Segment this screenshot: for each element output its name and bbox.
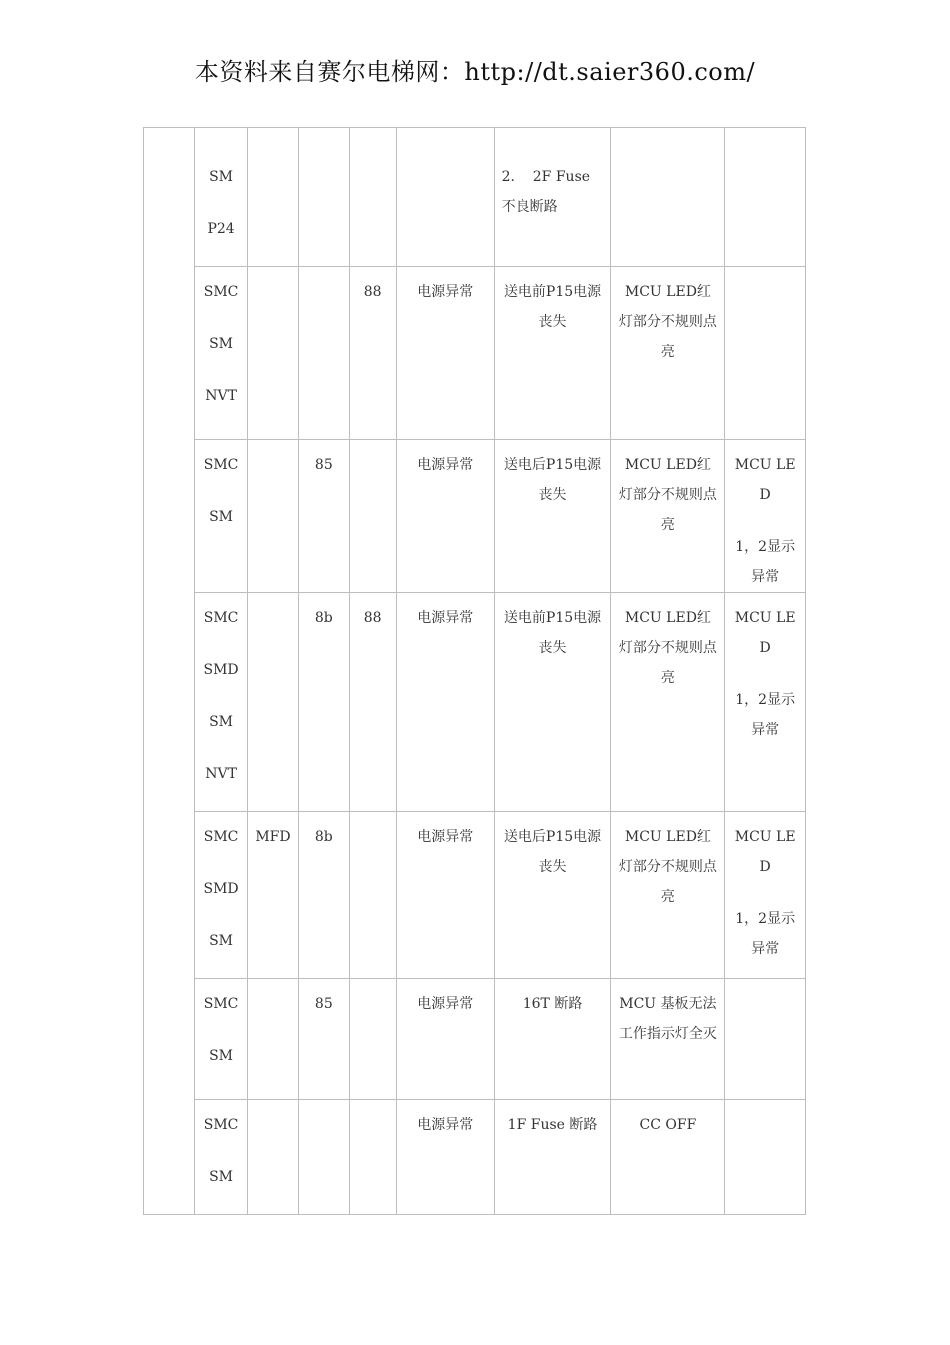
table-row — [144, 267, 806, 440]
system-tag: SM — [209, 933, 234, 949]
remark-cell — [725, 1100, 806, 1215]
code-cell: 85 — [299, 979, 349, 1100]
table-row — [144, 128, 806, 267]
code-cell — [349, 128, 396, 267]
system-tags-cell — [195, 1100, 247, 1215]
symptom-cell: MCU LED红灯部分不规则点亮 — [611, 440, 725, 593]
remark-cell — [725, 128, 806, 267]
category-cell: 电源异常 — [396, 812, 494, 979]
code-cell — [349, 979, 396, 1100]
remark-cell — [725, 267, 806, 440]
system-tags-cell — [195, 812, 247, 979]
code-cell — [349, 812, 396, 979]
symptom-cell: MCU 基板无法工作指示灯全灭 — [611, 979, 725, 1100]
symptom-cell: MCU LED红灯部分不规则点亮 — [611, 593, 725, 812]
code-cell — [299, 1100, 349, 1215]
mfd-cell — [247, 128, 298, 267]
system-tag: SM — [209, 714, 234, 730]
system-tag: SM — [209, 1169, 234, 1185]
table-row — [144, 1100, 806, 1215]
category-cell: 电源异常 — [396, 1100, 494, 1215]
code-cell: 85 — [299, 440, 349, 593]
table-row — [144, 593, 806, 812]
mfd-cell — [247, 979, 298, 1100]
system-tags-cell — [195, 128, 247, 267]
system-tag: SMD — [203, 881, 239, 897]
remark-line: MCU LED — [734, 829, 796, 875]
symptom-cell: MCU LED红灯部分不规则点亮 — [611, 812, 725, 979]
system-tag: SMD — [203, 662, 239, 678]
system-tag: SMC — [203, 829, 239, 845]
mfd-cell — [247, 267, 298, 440]
merged-first-column-cell — [144, 128, 195, 1215]
symptom-cell — [611, 128, 725, 267]
symptom-cell: CC OFF — [611, 1100, 725, 1215]
system-tag: SM — [209, 169, 234, 185]
code-cell — [299, 267, 349, 440]
mfd-cell — [247, 593, 298, 812]
table-row — [144, 440, 806, 593]
cause-cell: 1F Fuse 断路 — [494, 1100, 611, 1215]
code-cell: 8b — [299, 812, 349, 979]
code-cell — [349, 440, 396, 593]
category-cell — [396, 128, 494, 267]
remark-line: MCU LED — [734, 610, 796, 656]
code-cell: 88 — [349, 593, 396, 812]
remark-cell — [725, 812, 806, 979]
mfd-cell: MFD — [247, 812, 298, 979]
cause-number: 2. 2F Fuse 不良断路 — [501, 169, 591, 215]
system-tag: SMC — [203, 1117, 239, 1133]
category-cell: 电源异常 — [396, 979, 494, 1100]
system-tag: SM — [209, 1048, 234, 1064]
system-tags-cell — [195, 267, 247, 440]
cause-cell — [494, 128, 611, 267]
cause-cell: 送电后P15电源丧失 — [494, 812, 611, 979]
page-header-source: 本资料来自赛尔电梯网：http://dt.saier360.com/ — [194, 58, 756, 86]
system-tags-cell — [195, 979, 247, 1100]
code-cell: 88 — [349, 267, 396, 440]
code-cell — [349, 1100, 396, 1215]
fault-table — [143, 127, 806, 1215]
remark-line: 1，2显示异常 — [735, 692, 796, 738]
table-row — [144, 979, 806, 1100]
cause-cell: 送电前P15电源丧失 — [494, 593, 611, 812]
system-tag: SM — [209, 336, 234, 352]
system-tag: SMC — [203, 457, 239, 473]
remark-cell — [725, 440, 806, 593]
code-cell: 8b — [299, 593, 349, 812]
remark-line: MCU LED — [734, 457, 796, 503]
cause-cell: 送电后P15电源丧失 — [494, 440, 611, 593]
system-tags-cell — [195, 593, 247, 812]
cause-cell: 16T 断路 — [494, 979, 611, 1100]
category-cell: 电源异常 — [396, 593, 494, 812]
system-tag: SMC — [203, 610, 239, 626]
category-cell: 电源异常 — [396, 440, 494, 593]
system-tag: SMC — [203, 996, 239, 1012]
mfd-cell — [247, 440, 298, 593]
system-tag: SMC — [203, 284, 239, 300]
mfd-cell — [247, 1100, 298, 1215]
remark-line: 1，2显示异常 — [735, 539, 796, 585]
symptom-cell: MCU LED红灯部分不规则点亮 — [611, 267, 725, 440]
table-row — [144, 812, 806, 979]
code-cell — [299, 128, 349, 267]
system-tag: SM — [209, 509, 234, 525]
remark-cell — [725, 593, 806, 812]
system-tag: NVT — [205, 388, 237, 404]
cause-cell: 送电前P15电源丧失 — [494, 267, 611, 440]
remark-line: 1，2显示异常 — [735, 911, 796, 957]
system-tags-cell — [195, 440, 247, 593]
system-tag: P24 — [207, 221, 235, 237]
category-cell: 电源异常 — [396, 267, 494, 440]
system-tag: NVT — [205, 766, 237, 782]
remark-cell — [725, 979, 806, 1100]
